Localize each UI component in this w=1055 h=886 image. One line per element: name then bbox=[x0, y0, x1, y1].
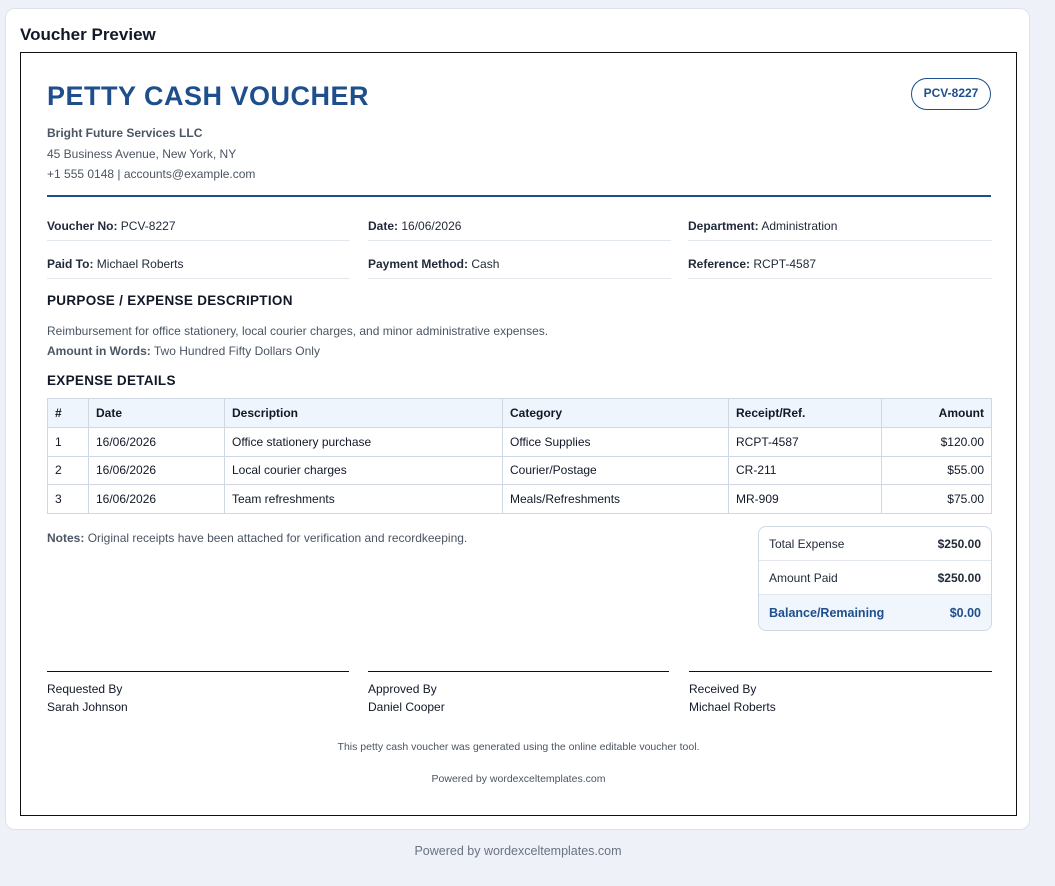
field-voucher-no bbox=[47, 203, 350, 241]
table-cell: MR-909 bbox=[729, 485, 882, 514]
signature-approved bbox=[368, 671, 669, 716]
table-cell: $55.00 bbox=[882, 456, 992, 485]
table-cell: $75.00 bbox=[882, 485, 992, 514]
field-label: Reference: bbox=[688, 257, 751, 271]
notes-label: Notes: bbox=[47, 531, 85, 545]
field-value: PCV-8227 bbox=[120, 219, 176, 233]
notes-text: Original receipts have been attached for verification and recordkeeping. bbox=[87, 531, 468, 545]
total-label: Total Expense bbox=[769, 536, 845, 551]
field-label: Voucher No: bbox=[47, 219, 118, 233]
total-label: Amount Paid bbox=[769, 570, 838, 585]
table-cell: $120.00 bbox=[882, 428, 992, 457]
header-divider bbox=[47, 195, 991, 197]
table-cell: 16/06/2026 bbox=[89, 456, 225, 485]
field-label: Paid To: bbox=[47, 257, 94, 271]
field-value: RCPT-4587 bbox=[753, 257, 817, 271]
signature-name: Michael Roberts bbox=[689, 700, 776, 714]
table-cell: Team refreshments bbox=[225, 485, 503, 514]
total-value: $250.00 bbox=[937, 570, 981, 585]
generated-note: This petty cash voucher was generated using the online editable voucher tool. bbox=[337, 741, 700, 753]
purpose-section bbox=[47, 321, 548, 361]
totals-box bbox=[758, 526, 992, 631]
expense-details-heading: EXPENSE DETAILS bbox=[47, 373, 176, 388]
table-cell: Courier/Postage bbox=[503, 456, 729, 485]
voucher-powered-by: Powered by wordexceltemplates.com bbox=[431, 773, 606, 785]
signature-role: Approved By bbox=[368, 682, 437, 696]
column-header: Date bbox=[89, 399, 225, 428]
field-value: Michael Roberts bbox=[96, 257, 184, 271]
signature-name: Sarah Johnson bbox=[47, 700, 128, 714]
signature-role: Received By bbox=[689, 682, 757, 696]
company-contact: +1 555 0148 | accounts@example.com bbox=[47, 167, 256, 181]
amount-in-words bbox=[47, 341, 548, 361]
table-row bbox=[48, 456, 992, 485]
column-header: Description bbox=[225, 399, 503, 428]
table-row bbox=[48, 485, 992, 514]
balance-row bbox=[759, 595, 991, 630]
table-cell: 16/06/2026 bbox=[89, 428, 225, 457]
amount-words-value: Two Hundred Fifty Dollars Only bbox=[153, 344, 320, 358]
signature-role: Requested By bbox=[47, 682, 123, 696]
column-header: Category bbox=[503, 399, 729, 428]
table-cell: 1 bbox=[48, 428, 89, 457]
table-cell: Local courier charges bbox=[225, 456, 503, 485]
amount-words-label: Amount in Words: bbox=[47, 344, 151, 358]
table-cell: 2 bbox=[48, 456, 89, 485]
table-cell: 3 bbox=[48, 485, 89, 514]
field-label: Department: bbox=[688, 219, 759, 233]
column-header: Amount bbox=[882, 399, 992, 428]
expense-table bbox=[47, 398, 992, 514]
field-value: 16/06/2026 bbox=[401, 219, 462, 233]
table-cell: Office Supplies bbox=[503, 428, 729, 457]
preview-card bbox=[5, 8, 1030, 830]
page-footer-link[interactable]: Powered by wordexceltemplates.com bbox=[414, 844, 622, 858]
field-payment-method bbox=[368, 241, 671, 279]
company-info bbox=[47, 123, 255, 185]
voucher-number-badge: PCV-8227 bbox=[911, 78, 991, 110]
signature-requested bbox=[47, 671, 349, 716]
column-header: Receipt/Ref. bbox=[729, 399, 882, 428]
table-header-row bbox=[48, 399, 992, 428]
table-cell: RCPT-4587 bbox=[729, 428, 882, 457]
table-cell: Meals/Refreshments bbox=[503, 485, 729, 514]
field-value: Cash bbox=[471, 257, 500, 271]
total-expense-row bbox=[759, 527, 991, 561]
voucher-title: PETTY CASH VOUCHER bbox=[47, 81, 370, 111]
table-cell: 16/06/2026 bbox=[89, 485, 225, 514]
field-paid-to bbox=[47, 241, 350, 279]
purpose-description: Reimbursement for office stationery, local courier charges, and minor administrative expenses. bbox=[47, 324, 549, 338]
table-cell: CR-211 bbox=[729, 456, 882, 485]
voucher-document bbox=[20, 52, 1017, 816]
table-row bbox=[48, 428, 992, 457]
notes bbox=[47, 531, 467, 545]
table-cell: Office stationery purchase bbox=[225, 428, 503, 457]
preview-title: Voucher Preview bbox=[20, 25, 156, 44]
signature-name: Daniel Cooper bbox=[368, 700, 445, 714]
field-label: Payment Method: bbox=[368, 257, 469, 271]
field-reference bbox=[688, 241, 992, 279]
signature-received bbox=[689, 671, 992, 716]
column-header: # bbox=[48, 399, 89, 428]
total-value: $250.00 bbox=[937, 536, 981, 551]
company-address: 45 Business Avenue, New York, NY bbox=[47, 146, 237, 161]
total-value: $0.00 bbox=[949, 605, 981, 620]
purpose-heading: PURPOSE / EXPENSE DESCRIPTION bbox=[47, 293, 293, 308]
field-label: Date: bbox=[368, 219, 399, 233]
total-label: Balance/Remaining bbox=[769, 605, 885, 620]
amount-paid-row bbox=[759, 561, 991, 595]
field-department bbox=[688, 203, 992, 241]
field-date bbox=[368, 203, 671, 241]
field-value: Administration bbox=[761, 219, 838, 233]
company-name: Bright Future Services LLC bbox=[47, 126, 203, 140]
